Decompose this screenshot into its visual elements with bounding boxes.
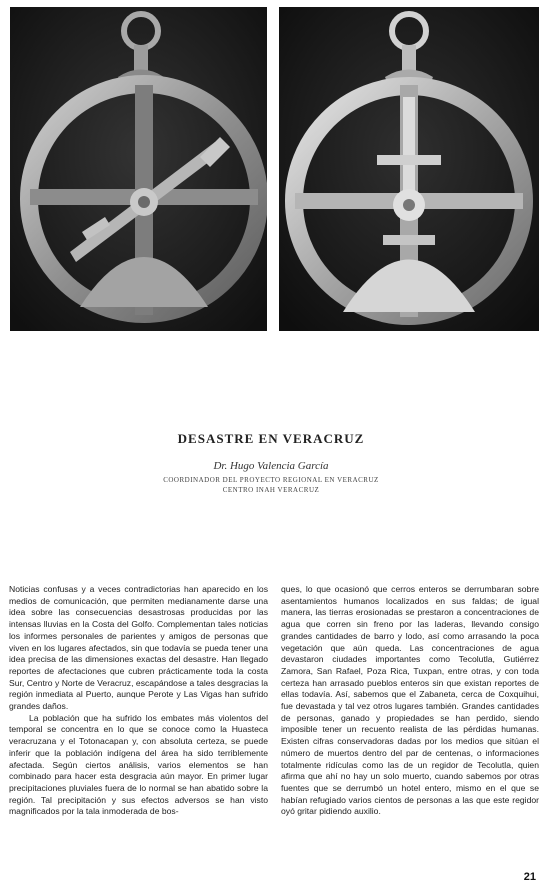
- author-affiliation: COORDINADOR DEL PROYECTO REGIONAL EN VERACRUZ: [163, 476, 379, 484]
- page-number: 21: [523, 871, 536, 883]
- article-column-left: [9, 584, 268, 818]
- astrolabe-photo-right: [279, 7, 539, 331]
- astrolabe-illustration-right: [279, 7, 539, 331]
- paragraph: La población que ha sufrido los embates más violentos del temporal se concentra en lo que se conoce como la Huasteca veracruzana y el Totonacapan y, con absoluta certeza, se puede inferir que la población indígena del área ha sido terriblemente afectada. Según ciertos análisis, varios elementos se han combinado para hacer esta desgracia aún mayor. En primer lugar precipitaciones pluviales fuera de lo normal se han abatido sobre la región. Tal precipitación y sus efectos adversos se han visto magnificados por la tala inmoderada de bos-: [9, 712, 268, 817]
- article-column-right: [281, 584, 539, 818]
- paragraph: Noticias confusas y a veces contradictorias han aparecido en los medios de comunicación, que permiten medianamente darse una idea sobre las consecuencias desastrosas producidas por las intensas lluvias en la Costa del Golfo. Complementan tales noticias los informes personales de parientes y amigos de personas que viven en los lugares afectados, sin que todavía se pueda tener una idea precisa de las dimensiones exactas del desastre. Han llegado reportes de afectaciones que cubren prácticamente toda la costa Sur, Centro y Norte de Veracruz, escapándose a tales desgracias la región inmediata al Puerto, aunque Perote y Las Vigas han sufrido grandes daños.: [9, 584, 268, 712]
- article-title: DESASTRE EN VERACRUZ: [177, 431, 365, 446]
- astrolabe-photo-left: [10, 7, 267, 331]
- astrolabe-illustration-left: [10, 7, 267, 331]
- article-author: Dr. Hugo Valencia García: [213, 460, 329, 472]
- author-institution: CENTRO INAH VERACRUZ: [222, 486, 320, 494]
- paragraph: ques, lo que ocasionó que cerros enteros se derrumbaran sobre asentamientos humanos localizados en sus faldas; de igual manera, las tierras erosionadas se prestaron a concentraciones de agua que corren sin freno por las laderas, llevando consigo grandes cantidades de barro y lodo, así como arrasando la poca vegetación que aún queda. Las concentraciones de agua devastaron ciudades importantes como Tecolutla, Gutiérrez Zamora, San Rafael, Poza Rica, Tuxpan, entre otras, y con toda certeza han arrasado pueblos enteros sin que existan reportes de ellas todavía. Así, sabemos que el Zabaneta, cerca de Coxquihui, fue devastada y tal vez otros lugares también. Grandes cantidades de personas, ganado y propiedades se han perdido, siendo imposible tener un recuento realista de las pérdidas humanas. Existen cifras conservadoras dadas por los medios que sitúan el número de muertos dentro del par de centenas, o informaciones totalmente ridículas como las de un regidor de Tecolutla, quien afirma que ahí no hay un solo muerto, cuando sabemos por otras fuentes que se derrumbó un hotel entero, mismo en el que se habían refugiado varios cientos de personas a las que este regidor oyó gritar pidiendo auxilio.: [281, 584, 539, 817]
